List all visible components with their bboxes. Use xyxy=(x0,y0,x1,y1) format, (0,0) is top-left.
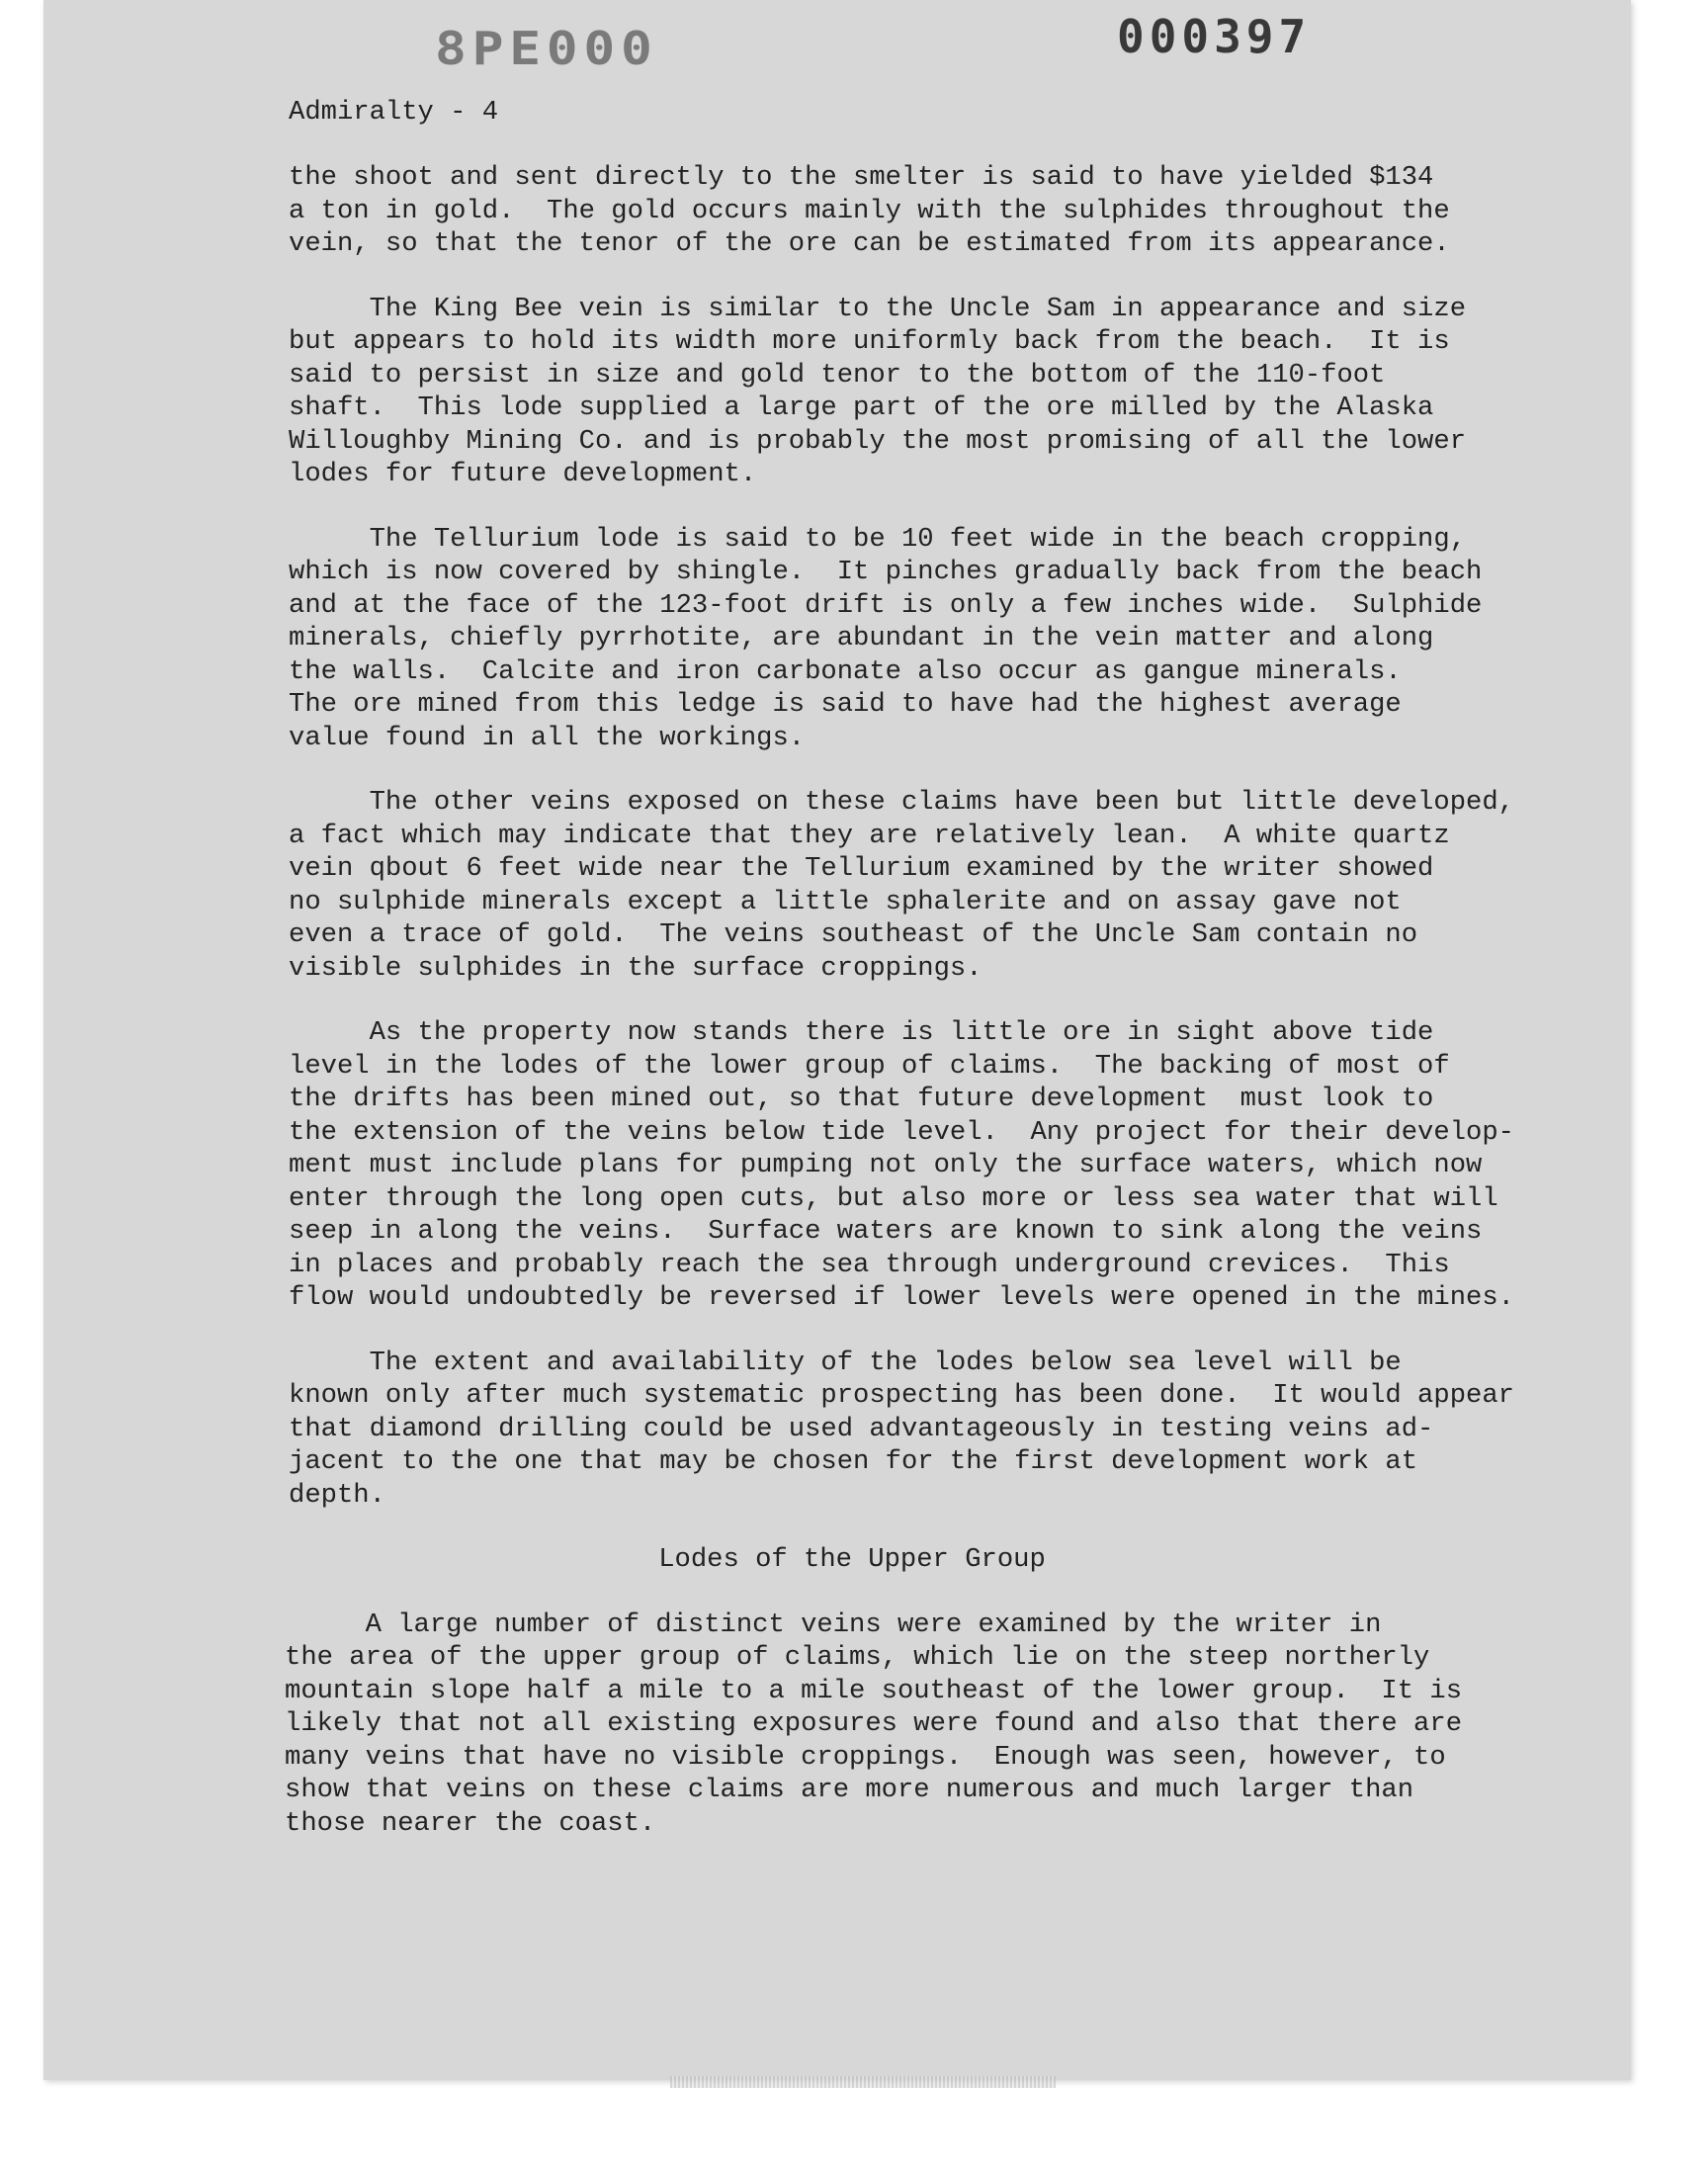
paragraph-line: minerals, chiefly pyrrhotite, are abundant in the vein matter and along xyxy=(289,623,1434,653)
paragraph-line: show that veins on these claims are more numerous and much larger than xyxy=(285,1775,1414,1805)
paragraph-line: even a trace of gold. The veins southeast of the Uncle Sam contain no xyxy=(289,919,1418,950)
paragraph-line: the extension of the veins below tide level. Any project for their develop- xyxy=(289,1116,1514,1148)
paragraph-line: value found in all the workings. xyxy=(289,722,806,753)
paragraph-line: A large number of distinct veins were examined by the writer in xyxy=(285,1609,1382,1640)
document-page xyxy=(43,0,1631,2080)
paragraph-line: The Tellurium lode is said to be 10 feet wide in the beach cropping, xyxy=(289,523,1467,555)
paragraph-line: the walls. Calcite and iron carbonate also occur as gangue minerals. xyxy=(289,655,1402,687)
paragraph-line: but appears to hold its width more uniformly back from the beach. It is xyxy=(289,326,1450,357)
paragraph-line: The extent and availability of the lodes below sea level will be xyxy=(289,1347,1402,1378)
paragraph-line: flow would undoubtedly be reversed if lower levels were opened in the mines. xyxy=(289,1282,1514,1313)
page-stamp-left: 8PE000 xyxy=(435,22,658,75)
paragraph-line: the area of the upper group of claims, which lie on the steep northerly xyxy=(285,1642,1430,1673)
paragraph-line: The King Bee vein is similar to the Uncle Sam in appearance and size xyxy=(289,293,1467,324)
page-header: Admiralty - 4 xyxy=(289,97,499,128)
paragraph-line: depth. xyxy=(289,1479,385,1511)
paragraph-line: Willoughby Mining Co. and is probably the most promising of all the lower xyxy=(289,425,1467,457)
page-stamp-right: 000397 xyxy=(1117,10,1312,63)
paragraph-line: the shoot and sent directly to the smelter is said to have yielded $134 xyxy=(289,162,1434,193)
paragraph-line: known only after much systematic prospecting has been done. It would appear xyxy=(289,1380,1514,1411)
paragraph-line: shaft. This lode supplied a large part of the ore milled by the Alaska xyxy=(289,392,1434,423)
paragraph-line: a fact which may indicate that they are relatively lean. A white quartz xyxy=(289,820,1450,851)
paragraph-line: many veins that have no visible croppings. Enough was seen, however, to xyxy=(285,1741,1446,1773)
paragraph-line: vein qbout 6 feet wide near the Tellurium examined by the writer showed xyxy=(289,853,1434,884)
scan-edge-artifact xyxy=(670,2076,1056,2088)
paragraph-line: level in the lodes of the lower group of claims. The backing of most of xyxy=(289,1050,1450,1082)
paragraph-line: seep in along the veins. Surface waters are known to sink along the veins xyxy=(289,1216,1483,1247)
paragraph-line: mountain slope half a mile to a mile southeast of the lower group. It is xyxy=(285,1675,1463,1706)
paragraph-line: vein, so that the tenor of the ore can be estimated from its appearance. xyxy=(289,228,1450,259)
paragraph-line: those nearer the coast. xyxy=(285,1807,656,1839)
paragraph-line: lodes for future development. xyxy=(289,459,757,489)
paragraph-line: in places and probably reach the sea through underground crevices. This xyxy=(289,1249,1450,1280)
paragraph-line: enter through the long open cuts, but also more or less sea water that will xyxy=(289,1182,1498,1214)
section-heading: Lodes of the Upper Group xyxy=(658,1544,1046,1575)
paragraph-line: The ore mined from this ledge is said to have had the highest average xyxy=(289,689,1402,720)
paragraph-line: The other veins exposed on these claims have been but little developed, xyxy=(289,787,1514,818)
paragraph-line: the drifts has been mined out, so that future development must look to xyxy=(289,1084,1434,1114)
paragraph-line: which is now covered by shingle. It pinches gradually back from the beach xyxy=(289,557,1483,587)
paragraph-line: no sulphide minerals except a little sphalerite and on assay gave not xyxy=(289,886,1402,917)
paragraph-line: said to persist in size and gold tenor to the bottom of the 110-foot xyxy=(289,359,1386,391)
paragraph-line: that diamond drilling could be used advantageously in testing veins ad- xyxy=(289,1413,1434,1444)
paragraph-line: a ton in gold. The gold occurs mainly with the sulphides throughout the xyxy=(289,195,1450,226)
paragraph-line: and at the face of the 123-foot drift is only a few inches wide. Sulphide xyxy=(289,589,1483,621)
paragraph-line: jacent to the one that may be chosen for the first development work at xyxy=(289,1446,1418,1477)
paragraph-line: likely that not all existing exposures were found and also that there are xyxy=(285,1708,1463,1739)
paragraph-line: ment must include plans for pumping not only the surface waters, which now xyxy=(289,1150,1483,1180)
paragraph-line: As the property now stands there is little ore in sight above tide xyxy=(289,1017,1434,1048)
paragraph-line: visible sulphides in the surface croppings. xyxy=(289,952,982,984)
